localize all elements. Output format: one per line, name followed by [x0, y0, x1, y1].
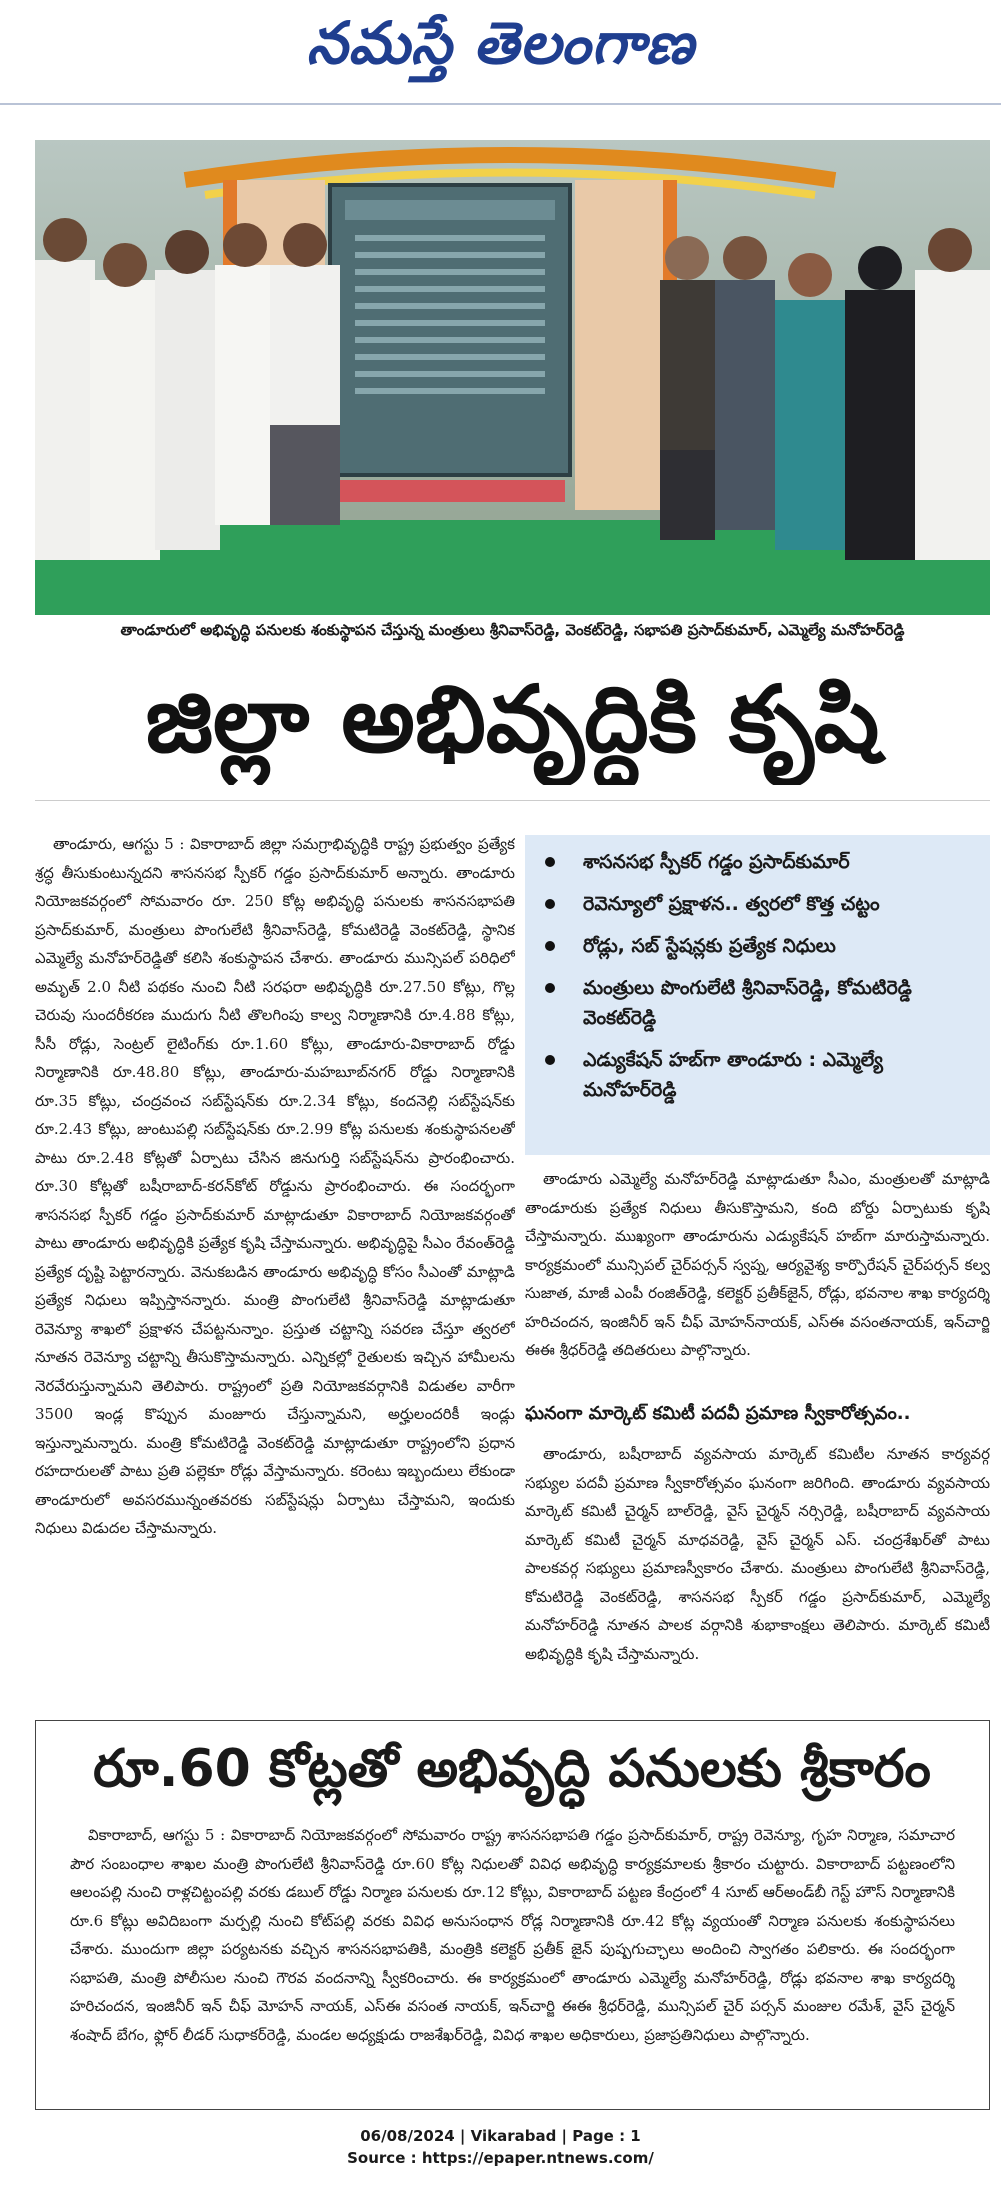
secondary-story-body-wrap	[70, 1821, 955, 2101]
masthead	[0, 0, 1001, 100]
highlight-item: రోడ్లు, సబ్ స్టేషన్లకు ప్రత్యేక నిధులు	[539, 931, 976, 961]
photo-image-icon	[35, 140, 990, 615]
story-right-column	[525, 1165, 990, 1390]
bullet-icon	[545, 983, 555, 993]
highlight-item: రెవెన్యూలో ప్రక్షాళన.. త్వరలో కొత్త చట్టం	[539, 889, 976, 919]
market-story-column	[525, 1440, 990, 1700]
market-story-body: తాండూరు, బషీరాబాద్ వ్యవసాయ మార్కెట్ కమిటీల నూతన కార్యవర్గ సభ్యుల పదవీ ప్రమాణ స్వీకారోత్సవం ఘనంగా జరిగింది. తాండూరు వ్యవసాయ మార్కెట్ కమిటీ చైర్మన్ బాల్‌రెడ్డి, వైస్ చైర్మన్ నర్సిరెడ్డి, బషీరాబాద్ వ్యవసాయ మార్కెట్ కమిటీ చైర్మన్ మాధవరెడ్డి, వైస్ చైర్మన్ ఎస్. చంద్రశేఖర్‌తో పాటు పాలకవర్గ సభ్యులు ప్రమాణస్వీకారం చేశారు. మంత్రులు పొంగులేటి శ్రీనివాస్‌రెడ్డి, కోమటిరెడ్డి వెంకట్‌రెడ్డి, శాసనసభ స్పీకర్ గడ్డం ప్రసాద్‌కుమార్, ఎమ్మెల్యే మనోహర్‌రెడ్డి నూతన పాలక వర్గానికి శుభాకాంక్షలు తెలిపారు. మార్కెట్ కమిటీ అభివృద్ధికి కృషి చేస్తామన్నారు.	[525, 1445, 990, 1663]
story-body-left: తాండూరు, ఆగస్టు 5 : వికారాబాద్ జిల్లా సమగ్రాభివృద్ధికి రాష్ట్ర ప్రభుత్వం ప్రత్యేక శ్రద్ధ తీసుకుంటున్నదని శాసనసభ స్పీకర్ గడ్డం ప్రసాద్‌కుమార్ అన్నారు. తాండూరు నియోజకవర్గంలో సోమవారం రూ. 250 కోట్ల అభివృద్ధి పనులకు శాసనసభాపతి ప్రసాద్‌కుమార్, మంత్రులు పొంగులేటి శ్రీనివాస్‌రెడ్డి, కోమటిరెడ్డి వెంకట్‌రెడ్డి, స్థానిక ఎమ్మెల్యే మనోహర్‌రెడ్డితో కలిసి శంకుస్థాపన చేశారు. తాండూరు మున్సిపల్ పరిధిలో అమృత్ 2.0 నీటి పథకం నుంచి నీటి సరఫరా అభివృద్ధికి రూ.27.50 కోట్లు, గొల్ల చెరువు సుందరీకరణ ముదుగు నీటి తొలగింపు కాల్వ నిర్మాణానికి రూ.4.88 కోట్లు, సీసీ రోడ్లు, సెంట్రల్ లైటింగ్‌కు రూ.1.60 కోట్లు, తాండూరు-వికారాబాద్ రోడ్డు నిర్మాణానికి రూ.48.80 కోట్లు, తాండూరు-మహబూబ్‌నగర్ రోడ్డు నిర్మాణానికి రూ.35 కోట్లు, చంద్రవంచ సబ్‌స్టేషన్‌కు రూ.2.34 కోట్లు, కందనెల్లి సబ్‌స్టేషన్‌కు రూ.2.43 కోట్లు, జుంటుపల్లి సబ్‌స్టేషన్‌కు రూ.2.99 కోట్ల పనులకు శంకుస్థాపనలతో పాటు రూ.2.48 కోట్లతో ఏర్పాటు చేసిన జినుగుర్తి సబ్‌స్టేషన్‌ను ప్రారంభించారు. రూ.30 కోట్లతో బషీరాబాద్-కరన్‌కోట్ రోడ్డును ప్రారంభించారు. ఈ సందర్భంగా శాసనసభ స్పీకర్ గడ్డం ప్రసాద్‌కుమార్ మాట్లాడుతూ వికారాబాద్ నియోజకవర్గంతో పాటు తాండూరు అభివృద్ధికి ప్రత్యేక కృషి చేస్తామన్నారు. అభివృద్ధిపై సీఎం రేవంత్‌రెడ్డి ప్రత్యేక దృష్టి పెట్టారన్నారు. వెనుకబడిన తాండూరు అభివృద్ధి కోసం సీఎంతో మాట్లాడి ప్రత్యేక నిధులు ఇప్పిస్తానన్నారు. మంత్రి పొంగులేటి శ్రీనివాస్‌రెడ్డి మాట్లాడుతూ రెవెన్యూ శాఖలో ప్రక్షాళన చేపట్టనున్నాం. ప్రస్తుత చట్టాన్ని సవరణ చేస్తూ త్వరలో నూతన రెవెన్యూ చట్టాన్ని తీసుకొస్తామన్నారు. ఎన్నికల్లో రైతులకు ఇచ్చిన హామీలను నెరవేరుస్తున్నామని తెలిపారు. రాష్ట్రంలో ప్రతి నియోజకవర్గానికి విడుతల వారీగా 3500 ఇండ్ల కొప్పున మంజూరు చేస్తున్నామని, అర్హులందరికీ ఇండ్లు ఇస్తున్నామన్నారు. మంత్రి కోమటిరెడ్డి వెంకట్‌రెడ్డి మాట్లాడుతూ రాష్ట్రంలోని ప్రధాన రహదారులతో పాటు ప్రతి పల్లెకూ రోడ్లు వేస్తామన్నారు. కరెంటు ఇబ్బందులు లేకుండా తాండూరులో అవసరమున్నంతవరకు సబ్‌స్టేషన్లు ఏర్పాటు చేస్తామని, ఇందుకు నిధులు విడుదల చేస్తామన్నారు.	[35, 835, 515, 1537]
bullet-icon	[545, 1055, 555, 1065]
page-footer	[0, 2125, 1001, 2185]
highlight-item: మంత్రులు పొంగులేటి శ్రీనివాస్‌రెడ్డి, కోమటిరెడ్డి వెంకట్‌రెడ్డి	[539, 973, 976, 1033]
photo-caption: తాండూరులో అభివృద్ధి పనులకు శంకుస్థాపన చేస్తున్న మంత్రులు శ్రీనివాస్‌రెడ్డి, వెంకట్‌రెడ్డి, సభాపతి ప్రసాద్‌కుమార్, ఎమ్మెల్యే మనోహర్‌రెడ్డి	[120, 621, 905, 639]
bullet-icon	[545, 899, 555, 909]
footer-edition-info: 06/08/2024 | Vikarabad | Page : 1	[360, 2127, 641, 2145]
main-headline: జిల్లా అభివృద్ధికి కృషి	[145, 666, 880, 773]
masthead-title: నమస్తే తెలంగాణ	[306, 8, 695, 77]
footer-source-link[interactable]: Source : https://epaper.ntnews.com/	[347, 2149, 654, 2167]
bullet-icon	[545, 941, 555, 951]
secondary-story-body: వికారాబాద్, ఆగస్టు 5 : వికారాబాద్ నియోజకవర్గంలో సోమవారం రాష్ట్ర శాసనసభాపతి గడ్డం ప్రసాద్‌కుమార్, రాష్ట్ర రెవెన్యూ, గృహ నిర్మాణ, సమాచార పౌర సంబంధాల శాఖల మంత్రి పొంగులేటి శ్రీనివాస్‌రెడ్డి రూ.60 కోట్ల నిధులతో వివిధ అభివృద్ధి కార్యక్రమాలకు శ్రీకారం చుట్టారు. వికారాబాద్ పట్టణంలోని ఆలంపల్లి నుంచి రాళ్లచిట్టంపల్లి వరకు డబుల్ రోడ్డు నిర్మాణ పనులకు రూ.12 కోట్లు, వికారాబాద్ పట్టణ కేంద్రంలో 4 సూట్ ఆర్‌అండ్‌బీ గెస్ట్ హౌస్ నిర్మాణానికి రూ.6 కోట్లు అవిదిబంగా మర్పల్లి నుంచి కోట్‌పల్లి వరకు వివిధ అనుసంధాన రోడ్ల నిర్మాణానికి రూ.42 కోట్ల వ్యయంతో నిర్మాణ పనులకు శంకుస్థాపనలు చేశారు. ముందుగా జిల్లా పర్యటనకు వచ్చిన శాసనసభాపతికి, మంత్రికి కలెక్టర్ ప్రతీక్ జైన్ పుష్పగుచ్ఛాలు అందించి స్వాగతం పలికారు. ఈ సందర్భంగా సభాపతి, మంత్రి పోలీసుల నుంచి గౌరవ వందనాన్ని స్వీకరించారు. ఈ కార్యక్రమంలో తాండూరు ఎమ్మెల్యే మనోహర్‌రెడ్డి, రోడ్లు భవనాల శాఖ కార్యదర్శి హరిచందన, ఇంజినీర్ ఇన్ చీఫ్ మోహన్ నాయక్, ఎస్‌ఈ వసంత నాయక్, ఇన్‌చార్జి ఈఈ శ్రీధర్‌రెడ్డి, మున్సిపల్ చైర్ పర్సన్ మంజుల రమేశ్, వైస్ చైర్మన్ శంషాద్ బేగం, ఫ్లోర్ లీడర్ సుధాకర్‌రెడ్డి, మండల అధ్యక్షుడు రాజశేఖర్‌రెడ్డి, వివిధ శాఖల అధికారులు, ప్రజాప్రతినిధులు పాల్గొన్నారు.	[70, 1826, 955, 2044]
secondary-story-box	[35, 1720, 990, 2110]
headline-divider	[35, 800, 990, 801]
masthead-divider	[0, 103, 1001, 105]
news-photo	[35, 140, 990, 615]
bullet-icon	[545, 857, 555, 867]
highlights-list	[539, 847, 976, 1105]
story-body-right: తాండూరు ఎమ్మెల్యే మనోహర్‌రెడ్డి మాట్లాడుతూ సీఎం, మంత్రులతో మాట్లాడి తాండూరుకు ప్రత్యేక నిధులు తీసుకొస్తామని, కంది బోర్డు ఏర్పాటుకు కృషి చేస్తామన్నారు. ముఖ్యంగా తాండూరును ఎడ్యుకేషన్ హబ్‌గా మారుస్తామన్నారు. కార్యక్రమంలో మున్సిపల్ చైర్‌పర్సన్ స్వప్న, ఆర్యవైశ్య కార్పొరేషన్ చైర్‌పర్సన్ కల్వ సుజాత, మాజీ ఎంపీ రంజిత్‌రెడ్డి, కలెక్టర్ ప్రతీక్‌జైన్, రోడ్లు, భవనాల శాఖ కార్యదర్శి హరిచందన, ఇంజినీర్ ఇన్ చీఫ్ మోహన్‌నాయక్, ఎస్‌ఈ వసంతనాయక్, ఇన్‌చార్జి ఈఈ శ్రీధర్‌రెడ్డి తదితరులు పాల్గొన్నారు.	[525, 1170, 990, 1359]
story-left-column	[35, 830, 515, 1700]
secondary-headline: రూ.60 కోట్లతో అభివృద్ధి పనులకు శ్రీకారం	[93, 1739, 931, 1799]
highlights-box	[525, 835, 990, 1155]
market-story-title: ఘనంగా మార్కెట్ కమిటీ పదవీ ప్రమాణ స్వీకారోత్సవం..	[525, 1403, 911, 1424]
highlight-item: శాసనసభ స్పీకర్ గడ్డం ప్రసాద్‌కుమార్	[539, 847, 976, 877]
highlight-item: ఎడ్యుకేషన్ హబ్‌గా తాండూరు : ఎమ్మెల్యే మనోహర్‌రెడ్డి	[539, 1045, 976, 1105]
